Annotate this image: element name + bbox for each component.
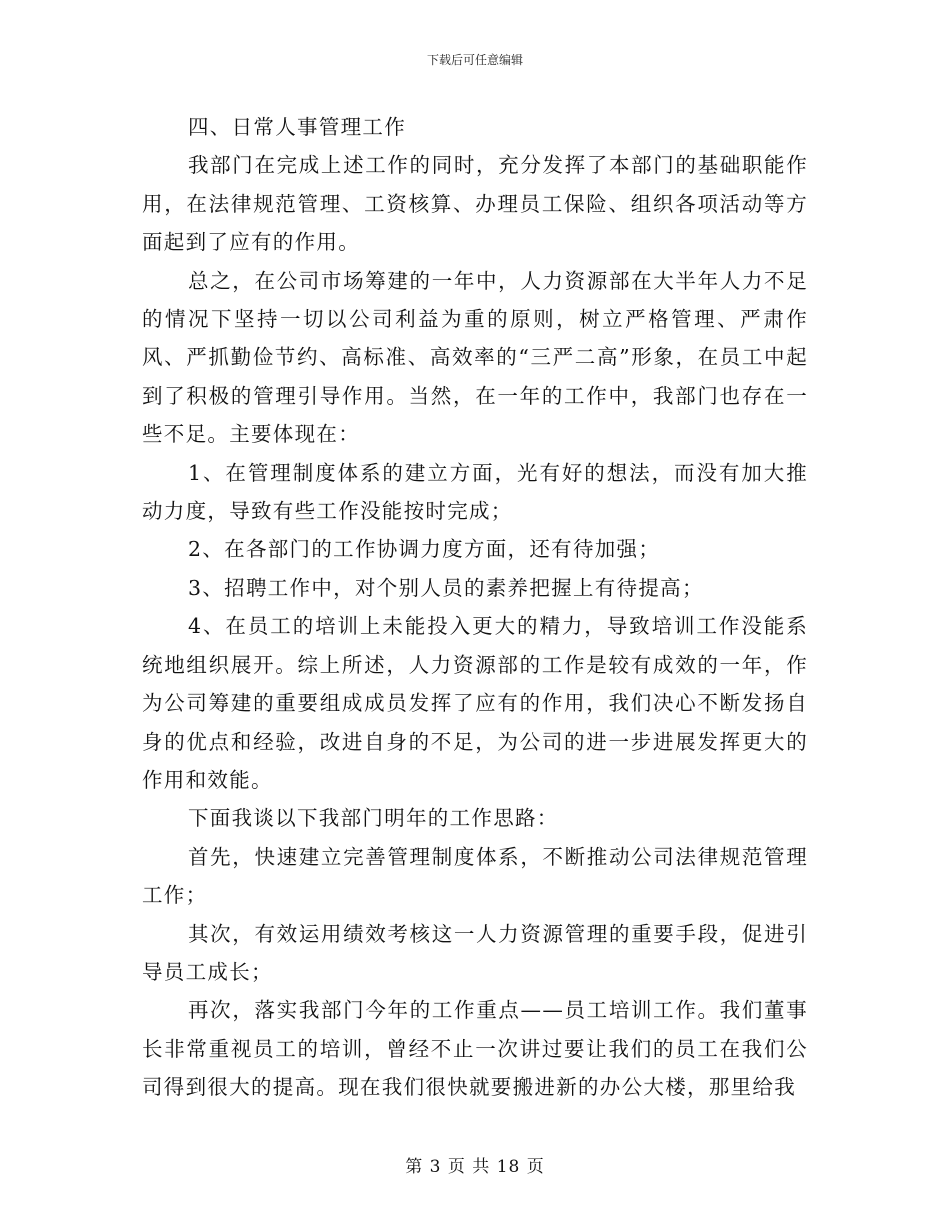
paragraph: 下面我谈以下我部门明年的工作思路： [188, 806, 559, 831]
paragraph: 再次，落实我部门今年的工作重点——员工培训工作。我们董事长非常重视员工的培训，曾经不止一次讲过要让我们的员工在我们公司得到很大的提高。现在我们很快就要搬进新的办公大楼，那里给我 [142, 998, 808, 1100]
section-heading: 四、日常人事管理工作 [188, 115, 406, 139]
list-item: 1、在管理制度体系的建立方面，光有好的想法，而没有加大推动力度，导致有些工作没能按时完成； [142, 460, 808, 524]
paragraph: 其次，有效运用绩效考核这一人力资源管理的重要手段，促进引导员工成长； [142, 921, 808, 984]
page-number: 第 3 页 共 18 页 [405, 1157, 545, 1177]
document-body [142, 108, 808, 1107]
page-header-note: 下载后可任意编辑 [426, 53, 523, 67]
list-item: 4、在员工的培训上未能投入更大的精力，导致培训工作没能系统地组织展开。综上所述，人力资源部的工作是较有成效的一年，作为公司筹建的重要组成成员发挥了应有的作用，我们决心不断发扬自身的优点和经验，改进自身的不足，为公司的进一步进展发挥更大的作用和效能。 [142, 614, 808, 792]
list-item: 2、在各部门的工作协调力度方面，还有待加强； [188, 537, 661, 562]
paragraph: 我部门在完成上述工作的同时，充分发挥了本部门的基础职能作用，在法律规范管理、工资核算、办理员工保险、组织各项活动等方面起到了应有的作用。 [142, 153, 808, 255]
paragraph: 总之，在公司市场筹建的一年中，人力资源部在大半年人力不足的情况下坚持一切以公司利益为重的原则，树立严格管理、严肃作风、严抓勤俭节约、高标准、高效率的“三严二高”形象，在员工中起到了积极的管理引导作用。当然，在一年的工作中，我部门也存在一些不足。主要体现在： [142, 268, 808, 447]
paragraph: 首先，快速建立完善管理制度体系，不断推动公司法律规范管理工作； [142, 844, 808, 908]
list-item: 3、招聘工作中，对个别人员的素养把握上有待提高； [188, 575, 704, 600]
